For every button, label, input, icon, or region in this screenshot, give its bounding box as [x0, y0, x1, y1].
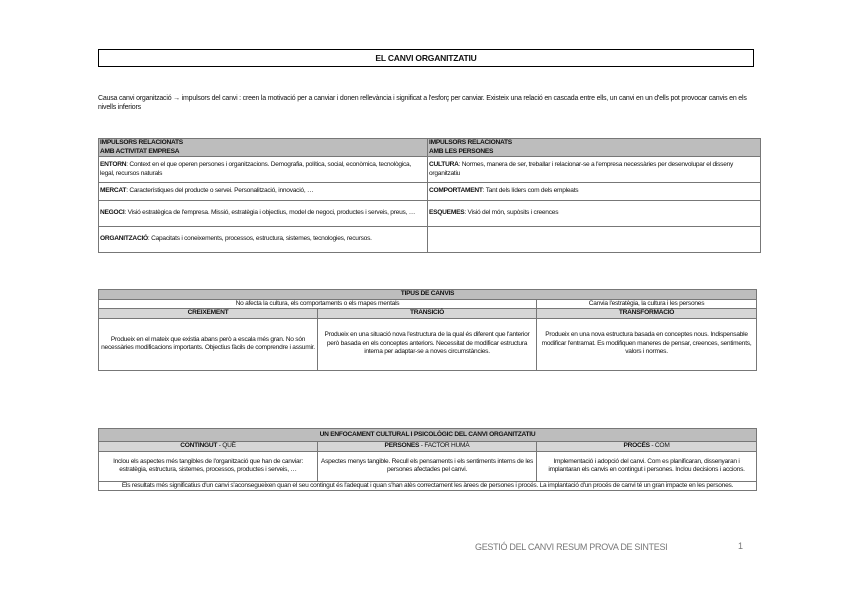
tipus-canvis-table	[98, 289, 757, 371]
page-title: EL CANVI ORGANITZATIU	[98, 49, 754, 67]
transicio-header: TRANSICIÓ	[318, 309, 537, 319]
no-afecta-cultura-cell: No afecta la cultura, els comportaments o els mapes mentals	[99, 299, 537, 309]
transicio-cell: Produeix en una situació nova l'estructura de la qual és diferent que l'anterior però basada en els conceptes anteriors. Necessitat de modificar estructura interna per adaptar-se a noves circumstàncies.	[318, 318, 537, 370]
entorn-cell: ENTORN: Context en el que operen persones i organitzacions. Demografia, política, social, econòmica, tecnològica, legal, recursos naturals	[99, 157, 428, 183]
tipus-canvis-header: TIPUS DE CANVIS	[99, 290, 757, 300]
table-row	[99, 183, 761, 201]
summary-cell: Els resultats més significatius d'un canvi s'aconsegueixen quan el seu contingut és l'adequat i quan s'han atès correctament les àrees de persones i procés. La implantació d'un procés de canvi té un gran impacte en les persones.	[99, 481, 757, 491]
proces-cell: Implementació i adopció del canvi. Com es planificaran, dissenyaran i implantaran els canvis en contingut i persones. Inclou decisions i accions.	[537, 451, 757, 481]
negoci-cell: NEGOCI: Visió estratègica de l'empresa. Missió, estratègia i objectius, model de negoci, productes i serveis, preus, …	[99, 201, 428, 227]
transformacio-cell: Produeix en una nova estructura basada en conceptes nous. Indispensable modificar l'entramat. Es modifiquen maneres de pensar, creences, sentiments, valors i normes.	[537, 318, 757, 370]
creixement-cell: Produeix en el mateix que existia abans però a escala més gran. No són necessàries modificacions importants. Objectius fàcils de comprendre i assumir.	[99, 318, 318, 370]
intro-paragraph: Causa canvi organització → impulsors del canvi : creen la motivació per a canviar i donen rellevància i significat a l'esforç per canviar. Existeix una relació en cascada entre ells, un canvi en un d'ells pot provocar canvis en els nivells inferiors	[98, 95, 747, 111]
cultura-cell: CULTURA: Normes, manera de ser, treballar i relacionar-se a l'empresa necessàries per desenvolupar el disseny organitzatiu	[428, 157, 761, 183]
page-number: 1	[738, 541, 744, 551]
impulsors-activitat-header: IMPULSORS RELACIONATS AMB ACTIVITAT EMPRESA	[99, 139, 428, 157]
footer-text: GESTIÓ DEL CANVI RESUM PROVA DE SINTESI	[475, 542, 668, 552]
table-row	[99, 227, 761, 253]
persones-cell: Aspectes menys tangible. Recull els pensaments i els sentiments interns de les persones afectades pel canvi.	[318, 451, 537, 481]
canvia-cultura-cell: Canvia l'estratègia, la cultura i les persones	[537, 299, 757, 309]
organitzacio-cell: ORGANITZACIÓ: Capacitats i coneixements, processos, estructura, sistemes, tecnologies, recursos.	[99, 227, 428, 253]
enfocament-header: UN ENFOCAMENT CULTURAL I PSICOLÒGIC DEL CANVI ORGANITZATIU	[99, 429, 757, 442]
transformacio-header: TRANSFORMACIÓ	[537, 309, 757, 319]
proces-header: PROCÉS - COM	[537, 442, 757, 452]
impulsors-persones-header: IMPULSORS RELACIONATS AMB LES PERSONES	[428, 139, 761, 157]
enfocament-table	[98, 428, 757, 491]
empty-cell	[428, 227, 761, 253]
mercat-cell: MERCAT: Característiques del producte o servei. Personalització, innovació, …	[99, 183, 428, 201]
impulsors-table	[98, 138, 761, 253]
persones-header: PERSONES - FACTOR HUMÀ	[318, 442, 537, 452]
comportament-cell: COMPORTAMENT: Tant dels líders com dels empleats	[428, 183, 761, 201]
esquemes-cell: ESQUEMES: Visió del món, supòsits i creences	[428, 201, 761, 227]
creixement-header: CREIXEMENT	[99, 309, 318, 319]
contingut-cell: Inclou els aspectes més tangibles de l'organització que han de canviar: estratègia, estructura, sistemes, processos, productes i serveis, …	[99, 451, 318, 481]
table-row	[99, 157, 761, 183]
table-row	[99, 201, 761, 227]
contingut-header: CONTINGUT - QUÈ	[99, 442, 318, 452]
